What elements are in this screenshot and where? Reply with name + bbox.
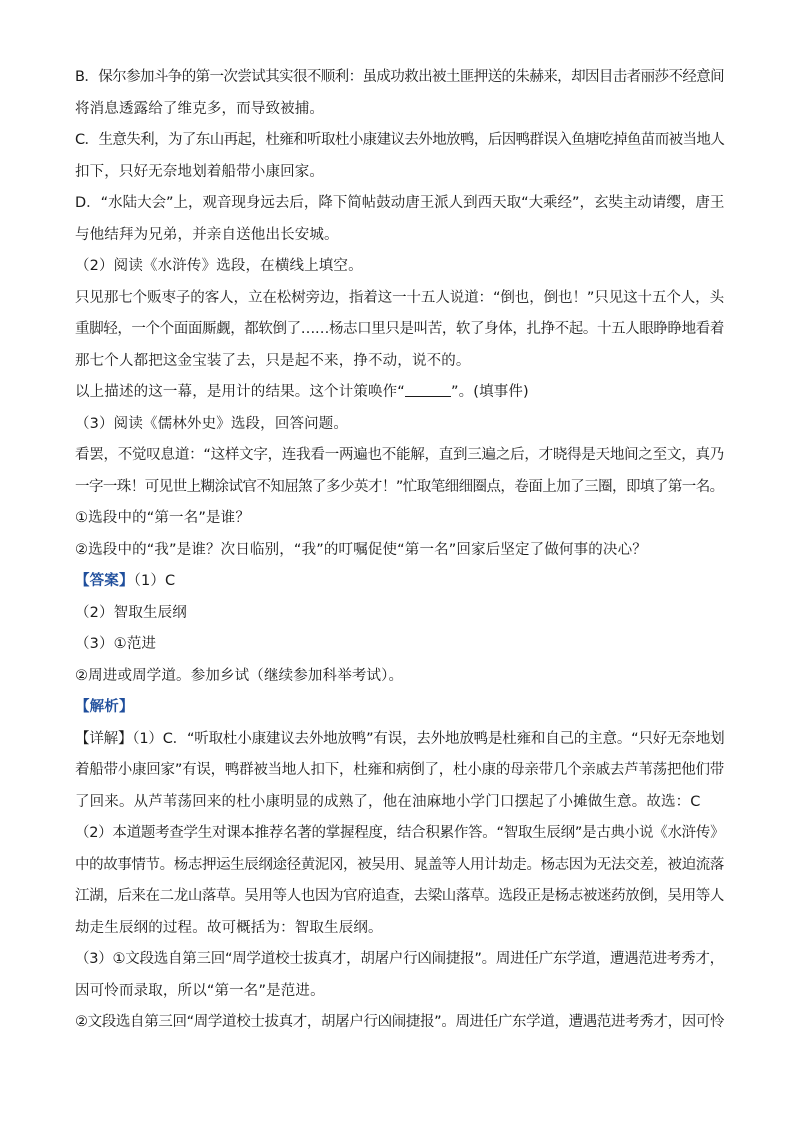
detail-2-line-4: 劫走生辰纲的过程。故可概括为：智取生辰纲。 — [75, 919, 383, 936]
document-body — [75, 62, 725, 1039]
answer-line-1 — [75, 566, 725, 598]
detail-3-line-1: （3）①文段选自第三回“周学道校士拔真才，胡屠户行凶闹捷报”。周进任广东学道，遭遇范进考秀才， — [75, 951, 724, 967]
detail-line-2: 着船带小康回家”有误，鸭群被当地人扣下，杜雍和病倒了，杜小康的母亲带几个亲戚去芦苇荡把他们带 — [75, 762, 724, 778]
analysis-line — [75, 692, 725, 724]
detail-tag: 【详解】 — [75, 730, 133, 747]
answer-blank — [405, 382, 451, 397]
sub-question-1: ①选段中的“第一名”是谁？ — [75, 510, 250, 526]
passage-rulin-line-1: 看罢，不觉叹息道：“这样文字，连我看一两遍也不能解，直到三遍之后，才晓得是天地间之至文，真乃 — [75, 447, 724, 463]
passage-shuihu-line-2: 重脚轻，一个个面面厮觑，都软倒了……杨志口里只是叫苦，软了身体，扎挣不起。十五人眼睁睁地看着 — [75, 321, 724, 337]
answer-3-2: ②周进或周学道。参加乡试（继续参加科举考试）。 — [75, 667, 404, 684]
answer-2: （2）智取生辰纲 — [75, 604, 187, 621]
detail-3-line-3: ②文段选自第三回“周学道校士拔真才，胡屠户行凶闹捷报”。周进任广东学道，遭遇范进考秀才，因可怜 — [75, 1014, 725, 1030]
detail-line-3: 了回来。从芦苇荡回来的杜小康明显的成熟了，他在油麻地小学门口摆起了小摊做生意。故选：C — [75, 793, 701, 810]
option-b-line-2: 将消息透露给了维克多，而导致被捕。 — [75, 100, 325, 117]
question-2-heading: （2）阅读《水浒传》选段，在横线上填空。 — [75, 258, 363, 274]
passage-shuihu-line-3: 那七个人都把这金宝装了去，只是起不来，挣不动，说不的。 — [75, 352, 471, 369]
detail-2-line-2: 中的故事情节。杨志押运生辰纲途径黄泥冈，被吴用、晁盖等人用计劫走。杨志因为无法交差，被迫流落 — [75, 856, 724, 873]
answer-tag: 【答案】 — [75, 573, 134, 589]
answer-1: （1）C — [133, 573, 176, 589]
passage-shuihu-line-1: 只见那七个贩枣子的客人，立在松树旁边，指着这一十五人说道：“倒也，倒也！”只见这十五个人，头 — [75, 289, 725, 306]
option-d-line-1: D．“水陆大会”上，观音现身远去后，降下简帖鼓动唐王派人到西天取“大乘经”，玄奘主动请缨，唐王 — [75, 195, 725, 211]
option-b-line-1: B．保尔参加斗争的第一次尝试其实很不顺利：虽成功救出被土匪押送的朱赫来，却因目击者丽莎不经意间 — [75, 69, 725, 85]
answer-3-1: （3）①范进 — [75, 636, 157, 652]
fill-blank-suffix: ”。(填事件) — [450, 384, 529, 400]
option-d-line-2: 与他结拜为兄弟，并亲自送他出长安城。 — [75, 226, 339, 243]
option-c-line-1: C．生意失利，为了东山再起，杜雍和听取杜小康建议去外地放鸭，后因鸭群误入鱼塘吃掉鱼苗而被当地人 — [75, 132, 725, 148]
detail-3-line-2: 因可怜而录取，所以“第一名”是范进。 — [75, 982, 325, 999]
passage-rulin-line-2: 一字一珠！可见世上糊涂试官不知屈煞了多少英才！”忙取笔细细圈点，卷面上加了三圈，即填了第一名。 — [75, 478, 724, 495]
question-3-heading: （3）阅读《儒林外史》选段，回答问题。 — [75, 415, 349, 432]
fill-blank-line — [75, 377, 725, 409]
detail-2-line-3: 江湖，后来在二龙山落草。吴用等人也因为官府追查，去梁山落草。选段正是杨志被迷药放倒，吴用等人 — [75, 888, 724, 904]
fill-blank-prompt: 以上描述的这一幕，是用计的结果。这个计策唤作“ — [75, 384, 405, 400]
detail-2-line-1: （2）本道题考查学生对课本推荐名著的掌握程度，结合积累作答。“智取生辰纲”是古典小说《水浒传》 — [75, 825, 725, 841]
analysis-tag: 【解析】 — [75, 699, 134, 715]
detail-line-1 — [75, 724, 725, 756]
detail-text-1: （1）C．“听取杜小康建议去外地放鸭”有误，去外地放鸭是杜雍和自己的主意。“只好无奈地划 — [132, 730, 725, 747]
sub-question-2: ②选段中的“我”是谁？次日临别，“我”的叮嘱促使“第一名”回家后坚定了做何事的决心？ — [75, 541, 647, 558]
option-c-line-2: 扣下，只好无奈地划着船带小康回家。 — [75, 163, 325, 180]
